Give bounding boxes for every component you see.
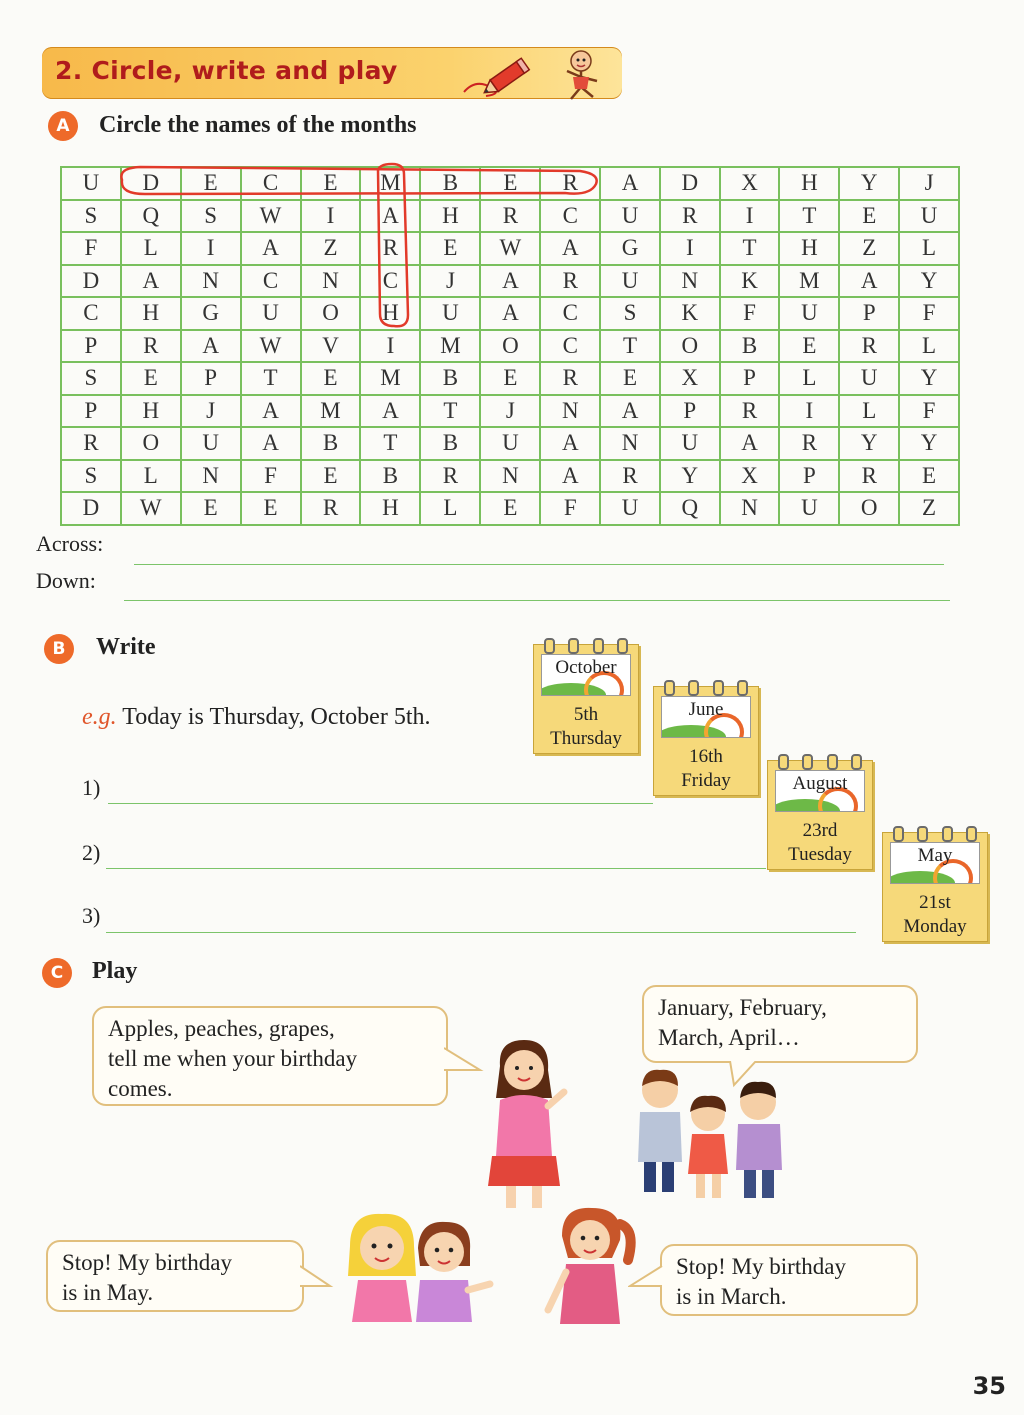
bubble-line: Stop! My birthday <box>62 1250 232 1275</box>
grid-letter-cell[interactable]: A <box>540 232 600 265</box>
grid-letter-cell[interactable]: Y <box>660 460 720 493</box>
grid-letter-cell[interactable]: U <box>241 297 301 330</box>
grid-letter-cell[interactable]: X <box>720 460 780 493</box>
grid-letter-cell[interactable]: U <box>839 362 899 395</box>
grid-letter-cell[interactable]: S <box>61 362 121 395</box>
grid-letter-cell[interactable]: U <box>660 427 720 460</box>
grid-letter-cell[interactable]: A <box>540 427 600 460</box>
grid-letter-cell[interactable]: K <box>720 265 780 298</box>
grid-letter-cell[interactable]: R <box>420 460 480 493</box>
write-answer-line-1[interactable] <box>108 802 653 804</box>
grid-letter-cell[interactable]: F <box>720 297 780 330</box>
grid-letter-cell[interactable]: H <box>121 297 181 330</box>
grid-letter-cell[interactable]: E <box>600 362 660 395</box>
calendar-weekday: Tuesday <box>788 844 852 865</box>
children-group-illustration <box>630 1062 790 1206</box>
grid-letter-cell[interactable]: N <box>301 265 361 298</box>
grid-letter-cell[interactable]: B <box>301 427 361 460</box>
grid-letter-cell[interactable]: I <box>181 232 241 265</box>
grid-letter-cell[interactable]: S <box>600 297 660 330</box>
grid-letter-cell[interactable]: E <box>181 167 241 200</box>
grid-letter-cell[interactable]: H <box>360 297 420 330</box>
grid-letter-cell[interactable]: W <box>241 200 301 233</box>
grid-letter-cell[interactable]: R <box>61 427 121 460</box>
grid-letter-cell[interactable]: E <box>301 460 361 493</box>
grid-letter-cell[interactable]: Z <box>301 232 361 265</box>
calendar-date: 23rd <box>802 820 838 841</box>
section-a-instruction: Circle the names of the months <box>99 112 417 138</box>
grid-letter-cell[interactable]: I <box>660 232 720 265</box>
grid-letter-cell[interactable]: R <box>540 167 600 200</box>
grid-letter-cell[interactable]: A <box>360 395 420 428</box>
grid-letter-cell[interactable]: P <box>181 362 241 395</box>
grid-letter-cell[interactable]: A <box>600 167 660 200</box>
grid-letter-cell[interactable]: S <box>61 200 121 233</box>
speech-bubble-girl-march <box>660 1244 918 1316</box>
grid-letter-cell[interactable]: R <box>600 460 660 493</box>
grid-letter-cell[interactable]: A <box>181 330 241 363</box>
grid-letter-cell[interactable]: N <box>720 492 780 525</box>
down-label: Down: <box>36 568 96 593</box>
grid-letter-cell[interactable]: U <box>61 167 121 200</box>
section-b-badge: B <box>44 634 74 664</box>
grid-letter-cell[interactable]: U <box>600 265 660 298</box>
grid-letter-cell[interactable]: A <box>121 265 181 298</box>
grid-letter-cell[interactable]: C <box>241 265 301 298</box>
grid-letter-cell[interactable]: E <box>899 460 959 493</box>
grid-letter-cell[interactable]: R <box>720 395 780 428</box>
grid-letter-cell[interactable]: T <box>360 427 420 460</box>
grid-letter-cell[interactable]: F <box>241 460 301 493</box>
grid-letter-cell[interactable]: S <box>181 200 241 233</box>
grid-letter-cell[interactable]: A <box>600 395 660 428</box>
grid-letter-cell[interactable]: L <box>839 395 899 428</box>
grid-letter-cell[interactable]: Q <box>660 492 720 525</box>
grid-letter-cell[interactable]: J <box>420 265 480 298</box>
grid-letter-cell[interactable]: A <box>480 265 540 298</box>
grid-letter-cell[interactable]: R <box>660 200 720 233</box>
running-child-icon <box>553 47 613 103</box>
grid-letter-cell[interactable]: H <box>420 200 480 233</box>
grid-letter-cell[interactable]: U <box>480 427 540 460</box>
grid-letter-cell[interactable]: F <box>899 395 959 428</box>
calendar-month: June <box>688 699 724 720</box>
grid-letter-cell[interactable]: U <box>600 200 660 233</box>
grid-letter-cell[interactable]: Y <box>899 362 959 395</box>
grid-letter-cell[interactable]: B <box>420 167 480 200</box>
grid-letter-cell[interactable]: A <box>360 200 420 233</box>
grid-letter-cell[interactable]: H <box>779 232 839 265</box>
two-girls-illustration <box>340 1206 500 1322</box>
bubble-line: Apples, peaches, grapes, <box>108 1016 335 1041</box>
calendar-month: October <box>555 657 617 678</box>
grid-letter-cell[interactable]: X <box>660 362 720 395</box>
grid-letter-cell[interactable]: E <box>779 330 839 363</box>
grid-letter-cell[interactable]: S <box>61 460 121 493</box>
grid-row <box>61 492 959 525</box>
calendar-date: 5th <box>573 704 599 725</box>
grid-row <box>61 460 959 493</box>
section-c-badge: C <box>42 958 72 988</box>
bubble-line: comes. <box>108 1076 173 1101</box>
calendar-month: August <box>792 773 848 794</box>
across-answer-line[interactable] <box>134 563 944 565</box>
grid-letter-cell[interactable]: O <box>121 427 181 460</box>
bubble-tail <box>300 1264 334 1294</box>
calendar-date: 16th <box>689 746 723 767</box>
grid-letter-cell[interactable]: L <box>420 492 480 525</box>
grid-letter-cell[interactable]: E <box>420 232 480 265</box>
grid-letter-cell[interactable]: I <box>301 200 361 233</box>
grid-letter-cell[interactable]: J <box>480 395 540 428</box>
grid-letter-cell[interactable]: O <box>839 492 899 525</box>
calendar-may <box>882 832 988 942</box>
grid-letter-cell[interactable]: M <box>301 395 361 428</box>
write-answer-line-3[interactable] <box>106 931 856 933</box>
write-item-2: 2) <box>82 840 101 865</box>
grid-letter-cell[interactable]: M <box>360 362 420 395</box>
grid-letter-cell[interactable]: F <box>540 492 600 525</box>
grid-letter-cell[interactable]: A <box>241 232 301 265</box>
calendar-date: 21st <box>919 892 951 913</box>
grid-letter-cell[interactable]: R <box>540 362 600 395</box>
speech-bubble-girl-may <box>46 1240 304 1312</box>
grid-letter-cell[interactable]: E <box>301 362 361 395</box>
grid-letter-cell[interactable]: W <box>241 330 301 363</box>
grid-letter-cell[interactable]: P <box>779 460 839 493</box>
calendar-weekday: Thursday <box>550 728 622 749</box>
grid-letter-cell[interactable]: D <box>121 167 181 200</box>
write-item-3: 3) <box>82 903 101 928</box>
example-prefix: e.g. <box>82 704 117 730</box>
grid-letter-cell[interactable]: M <box>360 167 420 200</box>
page-number: 35 <box>972 1372 1006 1400</box>
grid-letter-cell[interactable]: U <box>899 200 959 233</box>
grid-letter-cell[interactable]: E <box>480 167 540 200</box>
grid-letter-cell[interactable]: R <box>480 200 540 233</box>
grid-letter-cell[interactable]: V <box>301 330 361 363</box>
grid-letter-cell[interactable]: P <box>61 395 121 428</box>
example-text: Today is Thursday, October 5th. <box>122 704 431 730</box>
grid-row <box>61 427 959 460</box>
grid-letter-cell[interactable]: C <box>241 167 301 200</box>
grid-letter-cell[interactable]: L <box>779 362 839 395</box>
grid-letter-cell[interactable]: R <box>839 460 899 493</box>
grid-letter-cell[interactable]: J <box>899 167 959 200</box>
calendar-weekday: Friday <box>681 770 731 791</box>
grid-letter-cell[interactable]: O <box>480 330 540 363</box>
grid-letter-cell[interactable]: Z <box>839 232 899 265</box>
grid-letter-cell[interactable]: Y <box>839 167 899 200</box>
grid-letter-cell[interactable]: R <box>779 427 839 460</box>
write-item-1: 1) <box>82 775 101 800</box>
grid-letter-cell[interactable]: D <box>61 492 121 525</box>
grid-letter-cell[interactable]: L <box>899 232 959 265</box>
grid-letter-cell[interactable]: J <box>181 395 241 428</box>
grid-letter-cell[interactable]: C <box>540 330 600 363</box>
grid-letter-cell[interactable]: A <box>241 427 301 460</box>
grid-letter-cell[interactable]: X <box>720 167 780 200</box>
grid-letter-cell[interactable]: T <box>420 395 480 428</box>
grid-letter-cell[interactable]: D <box>61 265 121 298</box>
grid-letter-cell[interactable]: I <box>779 395 839 428</box>
grid-letter-cell[interactable]: A <box>839 265 899 298</box>
grid-letter-cell[interactable]: H <box>779 167 839 200</box>
grid-letter-cell[interactable]: N <box>600 427 660 460</box>
grid-letter-cell[interactable]: B <box>720 330 780 363</box>
speech-bubble-teacher <box>92 1006 448 1106</box>
grid-letter-cell[interactable]: U <box>181 427 241 460</box>
bubble-line: January, February, <box>658 995 827 1020</box>
grid-letter-cell[interactable]: M <box>420 330 480 363</box>
grid-letter-cell[interactable]: H <box>121 395 181 428</box>
grid-letter-cell[interactable]: U <box>420 297 480 330</box>
bubble-line: is in May. <box>62 1280 154 1305</box>
grid-letter-cell[interactable]: L <box>899 330 959 363</box>
grid-letter-cell[interactable]: E <box>839 200 899 233</box>
grid-letter-cell[interactable]: G <box>600 232 660 265</box>
circle-marks-overlay <box>60 160 620 335</box>
grid-letter-cell[interactable]: C <box>540 297 600 330</box>
grid-letter-cell[interactable]: Y <box>899 427 959 460</box>
pencil-icon <box>462 48 540 100</box>
speech-bubble-children <box>642 985 918 1063</box>
grid-letter-cell[interactable]: N <box>181 460 241 493</box>
grid-row <box>61 395 959 428</box>
calendar-august <box>767 760 873 870</box>
grid-letter-cell[interactable]: U <box>779 297 839 330</box>
girl-ponytail-illustration <box>542 1200 638 1330</box>
grid-letter-cell[interactable]: Y <box>899 265 959 298</box>
example-sentence <box>82 704 431 731</box>
bubble-line: is in March. <box>676 1284 787 1309</box>
calendar-june <box>653 686 759 796</box>
teacher-illustration <box>478 1036 570 1212</box>
grid-letter-cell[interactable]: I <box>720 200 780 233</box>
grid-letter-cell[interactable]: A <box>540 460 600 493</box>
bubble-line: Stop! My birthday <box>676 1254 846 1279</box>
grid-letter-cell[interactable]: W <box>121 492 181 525</box>
grid-letter-cell[interactable]: F <box>61 232 121 265</box>
grid-letter-cell[interactable]: G <box>181 297 241 330</box>
grid-letter-cell[interactable]: E <box>480 362 540 395</box>
grid-letter-cell[interactable]: R <box>540 265 600 298</box>
grid-letter-cell[interactable]: B <box>360 460 420 493</box>
grid-letter-cell[interactable]: E <box>480 492 540 525</box>
grid-letter-cell[interactable]: R <box>301 492 361 525</box>
grid-letter-cell[interactable]: C <box>540 200 600 233</box>
grid-letter-cell[interactable]: E <box>241 492 301 525</box>
calendar-weekday: Monday <box>903 916 967 937</box>
across-label: Across: <box>36 531 104 556</box>
grid-letter-cell[interactable]: P <box>61 330 121 363</box>
calendar-october <box>533 644 639 754</box>
grid-letter-cell[interactable]: C <box>360 265 420 298</box>
grid-letter-cell[interactable]: U <box>779 492 839 525</box>
grid-letter-cell[interactable]: N <box>540 395 600 428</box>
grid-letter-cell[interactable]: T <box>779 200 839 233</box>
grid-letter-cell[interactable]: Y <box>839 427 899 460</box>
grid-row <box>61 362 959 395</box>
grid-letter-cell[interactable]: E <box>181 492 241 525</box>
grid-letter-cell[interactable]: B <box>420 362 480 395</box>
grid-letter-cell[interactable]: R <box>121 330 181 363</box>
grid-letter-cell[interactable]: K <box>660 297 720 330</box>
section-c-title: Play <box>92 958 138 984</box>
grid-letter-cell[interactable]: W <box>480 232 540 265</box>
grid-letter-cell[interactable]: R <box>839 330 899 363</box>
grid-letter-cell[interactable]: P <box>839 297 899 330</box>
grid-letter-cell[interactable]: O <box>301 297 361 330</box>
grid-letter-cell[interactable]: E <box>301 167 361 200</box>
grid-letter-cell[interactable]: M <box>779 265 839 298</box>
grid-letter-cell[interactable]: N <box>181 265 241 298</box>
grid-letter-cell[interactable]: N <box>480 460 540 493</box>
grid-letter-cell[interactable]: T <box>720 232 780 265</box>
grid-letter-cell[interactable]: F <box>899 297 959 330</box>
grid-letter-cell[interactable]: P <box>660 395 720 428</box>
grid-letter-cell[interactable]: L <box>121 460 181 493</box>
grid-letter-cell[interactable]: R <box>360 232 420 265</box>
grid-letter-cell[interactable]: C <box>61 297 121 330</box>
grid-letter-cell[interactable]: I <box>360 330 420 363</box>
bubble-line: tell me when your birthday <box>108 1046 358 1071</box>
grid-letter-cell[interactable]: P <box>720 362 780 395</box>
grid-letter-cell[interactable]: A <box>720 427 780 460</box>
write-answer-line-2[interactable] <box>106 867 766 869</box>
grid-letter-cell[interactable]: B <box>420 427 480 460</box>
grid-letter-cell[interactable]: T <box>241 362 301 395</box>
grid-letter-cell[interactable]: Q <box>121 200 181 233</box>
bubble-line: March, April… <box>658 1025 800 1050</box>
grid-letter-cell[interactable]: A <box>241 395 301 428</box>
grid-letter-cell[interactable]: O <box>660 330 720 363</box>
grid-letter-cell[interactable]: E <box>121 362 181 395</box>
grid-letter-cell[interactable]: U <box>600 492 660 525</box>
calendar-month: May <box>917 845 953 866</box>
section-a-badge: A <box>48 111 78 141</box>
grid-letter-cell[interactable]: T <box>600 330 660 363</box>
page-title: 2. Circle, write and play <box>55 56 398 85</box>
grid-letter-cell[interactable]: A <box>480 297 540 330</box>
grid-letter-cell[interactable]: H <box>360 492 420 525</box>
section-b-title: Write <box>96 634 156 660</box>
grid-letter-cell[interactable]: D <box>660 167 720 200</box>
down-answer-line[interactable] <box>124 599 950 601</box>
grid-letter-cell[interactable]: Z <box>899 492 959 525</box>
grid-letter-cell[interactable]: L <box>121 232 181 265</box>
grid-letter-cell[interactable]: N <box>660 265 720 298</box>
